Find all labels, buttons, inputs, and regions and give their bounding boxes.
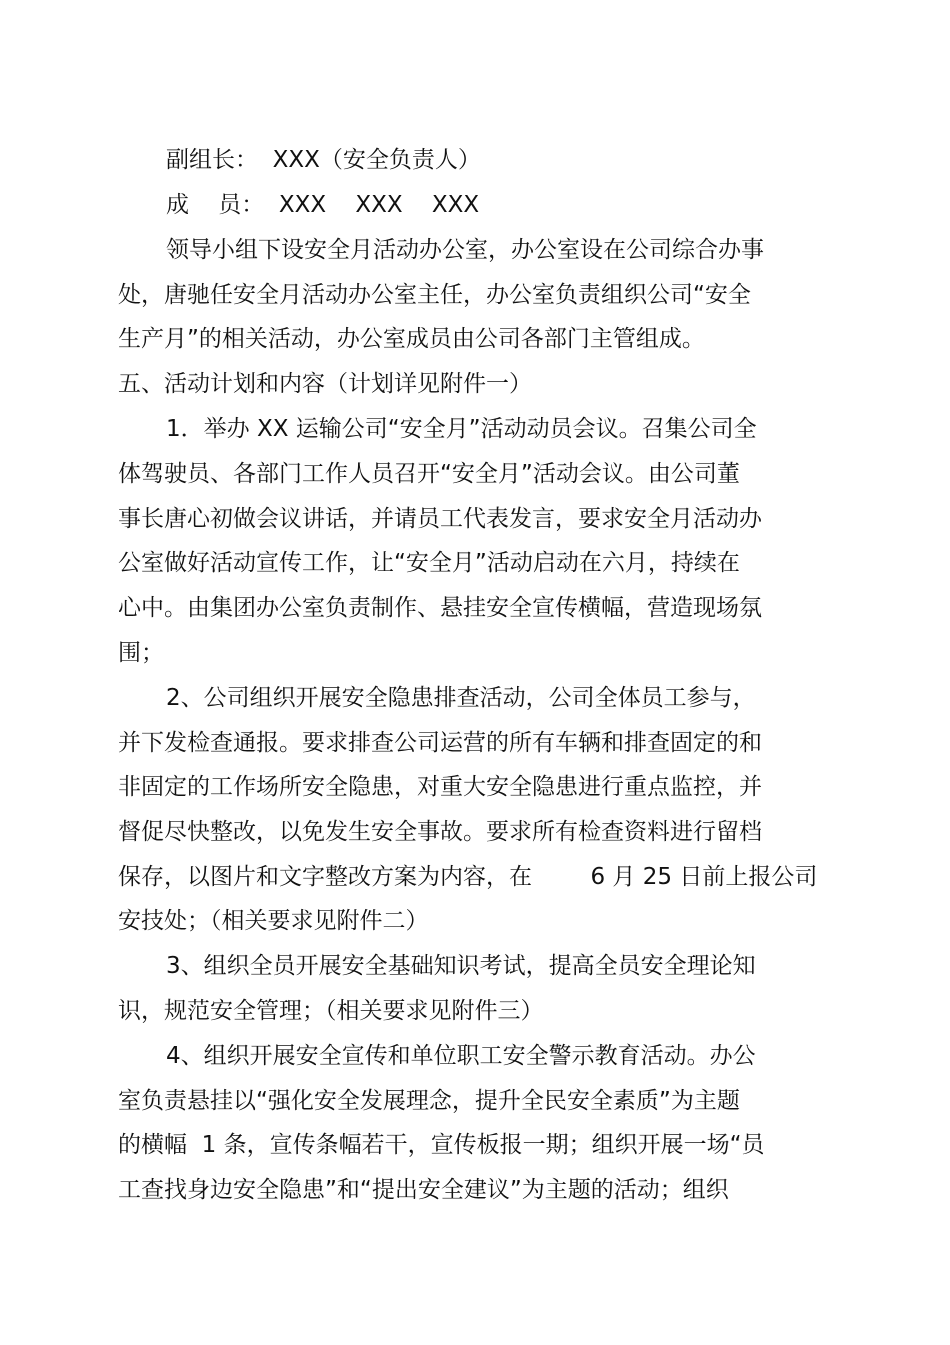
paragraph-line: 事长唐心初做会议讲话，并请员工代表发言，要求安全月活动办 [118, 506, 762, 532]
deputy-leader-line: 副组长： XXX（安全负责人） [166, 147, 481, 173]
paragraph-line: 督促尽快整改，以免发生安全事故。要求所有检查资料进行留档 [118, 819, 762, 845]
paragraph-line: 生产月”的相关活动，办公室成员由公司各部门主管组成。 [118, 326, 705, 352]
paragraph-line: 工查找身边安全隐患”和“提出安全建议”为主题的活动；组织 [118, 1177, 729, 1203]
section-heading: 五、活动计划和内容（计划详见附件一） [118, 371, 532, 397]
paragraph-line: 非固定的工作场所安全隐患，对重大安全隐患进行重点监控，并 [118, 774, 762, 800]
paragraph-line: 1．举办 XX 运输公司“安全月”活动动员会议。召集公司全 [166, 416, 757, 442]
paragraph-line: 的横幅 1 条，宣传条幅若干，宣传板报一期；组织开展一场“员 [118, 1132, 765, 1158]
paragraph-line: 室负责悬挂以“强化安全发展理念，提升全民安全素质”为主题 [118, 1088, 740, 1114]
members-line: 成 员： XXX XXX XXX [166, 192, 480, 218]
paragraph-line: 体驾驶员、各部门工作人员召开“安全月”活动会议。由公司董 [118, 461, 740, 487]
paragraph-line: 处，唐驰任安全月活动办公室主任，办公室负责组织公司“安全 [118, 282, 751, 308]
paragraph-line: 3、组织全员开展安全基础知识考试，提高全员安全理论知 [166, 953, 756, 979]
paragraph-line: 心中。由集团办公室负责制作、悬挂安全宣传横幅，营造现场氛 [118, 595, 762, 621]
paragraph-line: 领导小组下设安全月活动办公室，办公室设在公司综合办事 [166, 237, 764, 263]
paragraph-line: 并下发检查通报。要求排查公司运营的所有车辆和排查固定的和 [118, 730, 762, 756]
paragraph-line: 4、组织开展安全宣传和单位职工安全警示教育活动。办公 [166, 1043, 756, 1069]
paragraph-line: 识，规范安全管理；（相关要求见附件三） [118, 998, 544, 1024]
paragraph-line: 2、公司组织开展安全隐患排查活动，公司全体员工参与， [166, 685, 756, 711]
paragraph-line: 安技处；（相关要求见附件二） [118, 908, 429, 934]
paragraph-line: 保存，以图片和文字整改方案为内容，在 6 月 25 日前上报公司 [118, 864, 818, 890]
paragraph-line: 围； [118, 640, 164, 666]
paragraph-line: 公室做好活动宣传工作，让“安全月”活动启动在六月，持续在 [118, 550, 740, 576]
